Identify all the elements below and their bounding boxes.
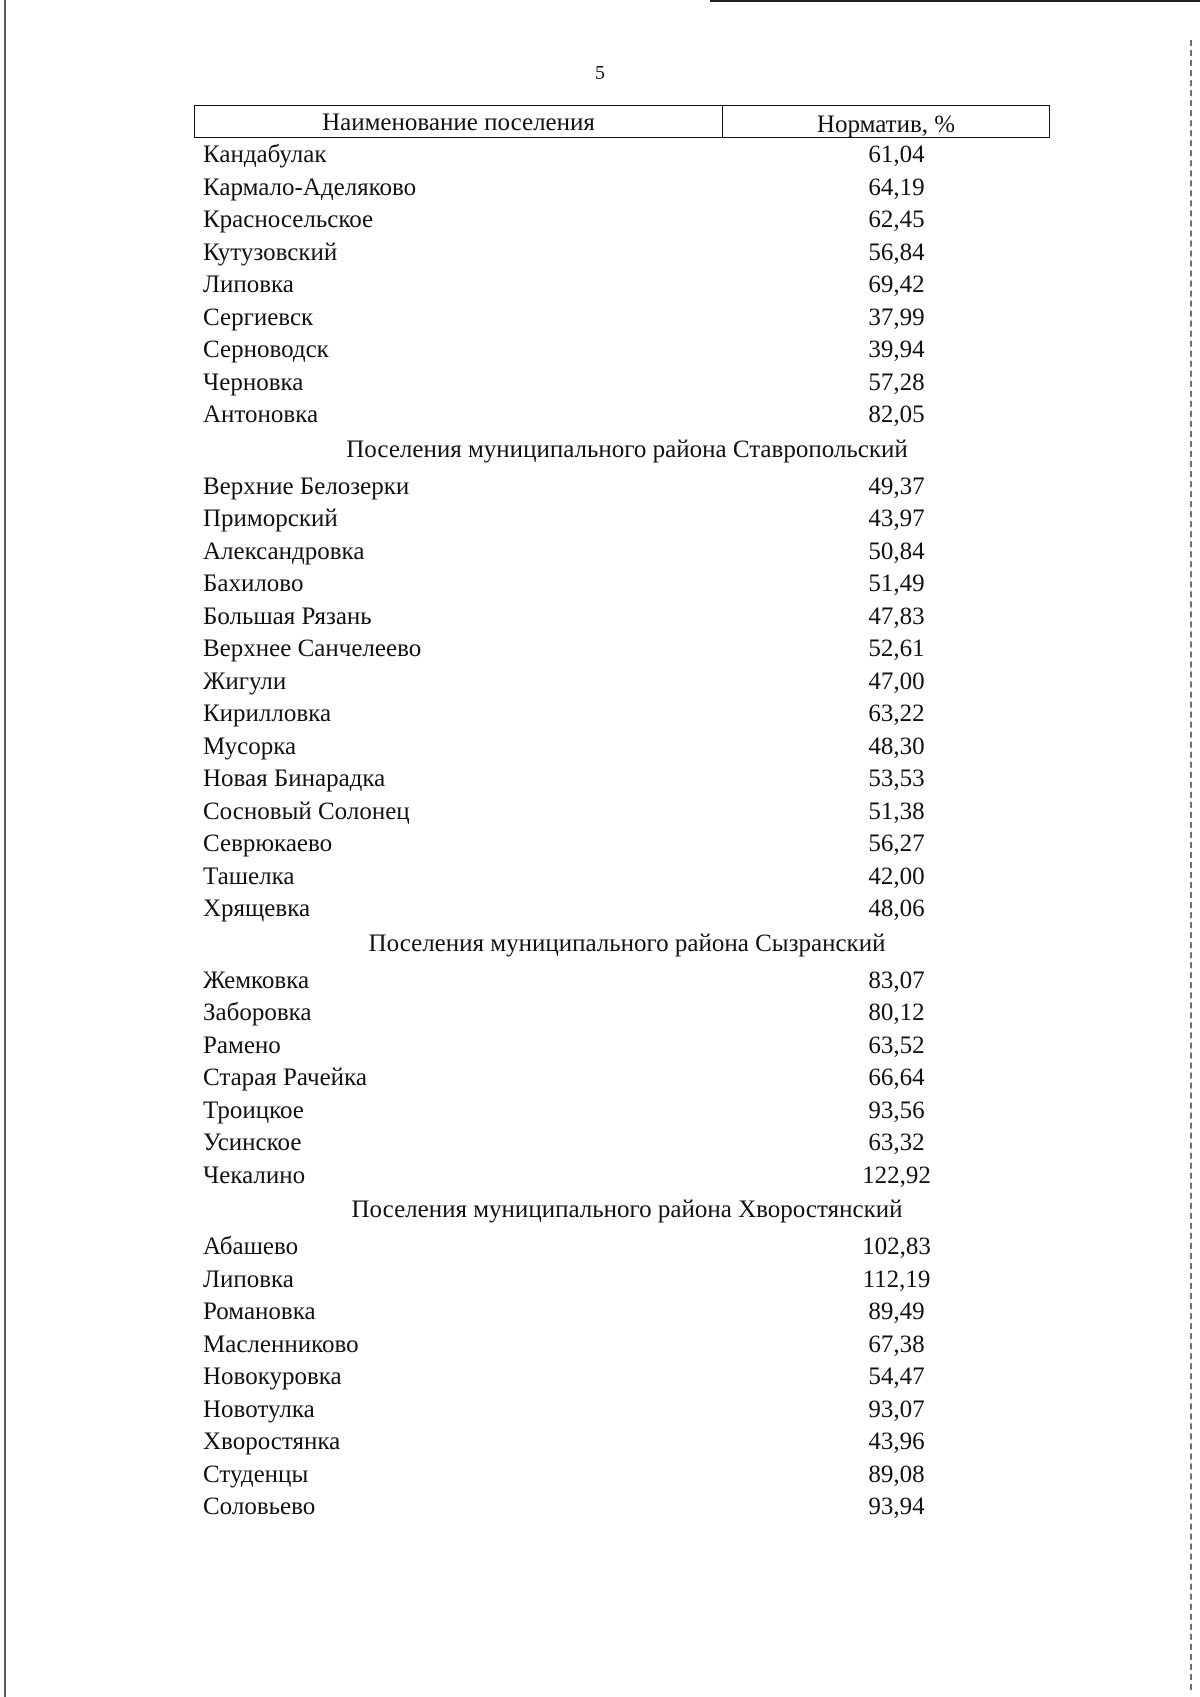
- norm-value: 49,37: [868, 472, 925, 500]
- table-row: [194, 601, 1050, 634]
- settlement-name: Черновка: [203, 368, 304, 396]
- norm-value: 48,30: [868, 732, 925, 760]
- settlement-name: Жигули: [203, 667, 287, 695]
- scan-edge-top: [710, 0, 1200, 2]
- settlement-norms-table: [194, 105, 1050, 1524]
- table-row: [194, 1394, 1050, 1427]
- settlement-name: Абашево: [203, 1233, 299, 1260]
- table-row: [194, 302, 1050, 335]
- settlement-name: Чекалино: [203, 1161, 306, 1189]
- table-row: [194, 536, 1050, 569]
- table-row: [194, 1491, 1050, 1524]
- table-row: [194, 399, 1050, 432]
- scan-edge-left: [4, 0, 6, 1697]
- table-row: [194, 796, 1050, 829]
- header-norm-percent: Норматив, %: [816, 111, 956, 138]
- norm-value: 52,61: [868, 635, 925, 662]
- norm-value: 63,32: [868, 1129, 925, 1156]
- table-row: [194, 828, 1050, 861]
- settlement-name: Рамено: [203, 1031, 281, 1059]
- norm-value: 43,97: [868, 505, 925, 532]
- table-row: [194, 666, 1050, 699]
- settlement-name: Хрящевка: [203, 895, 311, 922]
- norm-value: 67,38: [868, 1330, 925, 1358]
- norm-value: 56,84: [868, 238, 925, 266]
- norm-value: 82,05: [868, 401, 925, 428]
- table-row: [194, 139, 1050, 172]
- settlement-name: Кирилловка: [203, 700, 332, 727]
- table-row: [194, 893, 1050, 926]
- settlement-name: Соловьево: [203, 1493, 316, 1520]
- table-row: [194, 633, 1050, 666]
- header-settlement-name: Наименование поселения: [195, 106, 723, 137]
- settlement-name: Заборовка: [203, 999, 312, 1026]
- settlement-name: Усинское: [203, 1129, 302, 1156]
- settlement-name: Жемковка: [203, 966, 310, 994]
- settlement-name: Кандабулак: [203, 141, 327, 168]
- table-row: [194, 269, 1050, 302]
- norm-value: 93,07: [868, 1395, 925, 1423]
- norm-value: 51,38: [868, 797, 925, 825]
- table-row: [194, 568, 1050, 601]
- district-section-heading: Поселения муниципального района Ставропольский: [346, 435, 908, 463]
- table-row: [194, 1160, 1050, 1193]
- settlement-name: Бахилово: [203, 570, 304, 597]
- table-row: [194, 172, 1050, 205]
- page-number-container: [0, 62, 1200, 85]
- page-number: 5: [595, 62, 605, 84]
- norm-value: 47,83: [868, 602, 925, 630]
- norm-value: 93,94: [868, 1493, 925, 1520]
- table-row: [194, 471, 1050, 504]
- settlement-name: Антоновка: [203, 401, 319, 428]
- norm-value: 64,19: [868, 173, 925, 201]
- settlement-name: Новокуровка: [203, 1363, 342, 1390]
- norm-value: 66,64: [868, 1064, 925, 1091]
- table-row: [194, 1329, 1050, 1362]
- norm-value: 57,28: [868, 368, 925, 396]
- norm-value: 54,47: [868, 1363, 925, 1390]
- norm-value: 69,42: [868, 271, 925, 298]
- norm-value: 51,49: [868, 570, 925, 597]
- settlement-name: Серноводск: [203, 336, 329, 363]
- norm-value: 63,52: [868, 1031, 925, 1059]
- settlement-name: Красносельское: [203, 206, 374, 233]
- settlement-name: Кармало-Аделяково: [203, 173, 417, 201]
- norm-value: 50,84: [868, 537, 925, 565]
- table-row: [194, 731, 1050, 764]
- norm-value: 80,12: [868, 999, 925, 1026]
- table-row: [194, 1459, 1050, 1492]
- norm-value: 56,27: [868, 830, 925, 857]
- norm-value: 43,96: [868, 1428, 925, 1455]
- settlement-name: Александровка: [203, 537, 365, 565]
- settlement-name: Сергиевск: [203, 303, 314, 331]
- table-row: [194, 204, 1050, 237]
- settlement-name: Хворостянка: [203, 1428, 341, 1455]
- table-row: [194, 1231, 1050, 1264]
- settlement-name: Кутузовский: [203, 238, 338, 266]
- table-row: [194, 965, 1050, 998]
- table-row: [194, 367, 1050, 400]
- settlement-name: Большая Рязань: [203, 602, 372, 630]
- norm-value: 122,92: [862, 1161, 931, 1189]
- table-body: [194, 139, 1050, 1524]
- norm-value: 39,94: [868, 336, 925, 363]
- table-row: [194, 861, 1050, 894]
- table-header: [194, 105, 1050, 138]
- norm-value: 37,99: [868, 303, 925, 331]
- table-row: [194, 1127, 1050, 1160]
- settlement-name: Липовка: [203, 1265, 294, 1293]
- scan-edge-right: [1190, 40, 1192, 1690]
- table-row: [194, 1062, 1050, 1095]
- table-row: [194, 237, 1050, 270]
- norm-value: 93,56: [868, 1096, 925, 1124]
- settlement-name: Старая Рачейка: [203, 1064, 367, 1091]
- norm-value: 48,06: [868, 895, 925, 922]
- district-section-heading: Поселения муниципального района Сызранский: [368, 929, 886, 957]
- settlement-name: Троицкое: [203, 1096, 304, 1124]
- settlement-name: Масленниково: [203, 1330, 359, 1358]
- settlement-name: Ташелка: [203, 862, 295, 890]
- settlement-name: Верхние Белозерки: [203, 472, 410, 500]
- table-row: [194, 1095, 1050, 1128]
- settlement-name: Приморский: [203, 505, 338, 532]
- settlement-name: Липовка: [203, 271, 294, 298]
- table-row: [194, 1361, 1050, 1394]
- settlement-name: Новая Бинарадка: [203, 765, 386, 792]
- table-row: [194, 1426, 1050, 1459]
- norm-value: 89,08: [868, 1460, 925, 1488]
- norm-value: 47,00: [868, 667, 925, 695]
- norm-value: 42,00: [868, 862, 925, 890]
- table-row: [194, 1030, 1050, 1063]
- norm-value: 89,49: [868, 1298, 925, 1325]
- norm-value: 83,07: [868, 966, 925, 994]
- settlement-name: Новотулка: [203, 1395, 315, 1423]
- table-row: [194, 763, 1050, 796]
- settlement-name: Мусорка: [203, 732, 297, 760]
- table-row: [194, 1264, 1050, 1297]
- norm-value: 102,83: [862, 1233, 931, 1260]
- table-row: [194, 503, 1050, 536]
- settlement-name: Романовка: [203, 1298, 316, 1325]
- settlement-name: Студенцы: [203, 1460, 309, 1488]
- norm-value: 53,53: [868, 765, 925, 792]
- norm-value: 63,22: [868, 700, 925, 727]
- norm-value: 61,04: [868, 141, 925, 168]
- settlement-name: Верхнее Санчелеево: [203, 635, 422, 662]
- district-section-heading: Поселения муниципального района Хворостянский: [351, 1196, 903, 1223]
- table-row: [194, 1296, 1050, 1329]
- norm-value: 112,19: [862, 1265, 931, 1293]
- norm-value: 62,45: [868, 206, 925, 233]
- table-row: [194, 997, 1050, 1030]
- settlement-name: Сосновый Солонец: [203, 797, 410, 825]
- table-row: [194, 698, 1050, 731]
- settlement-name: Севрюкаево: [203, 830, 333, 857]
- table-row: [194, 334, 1050, 367]
